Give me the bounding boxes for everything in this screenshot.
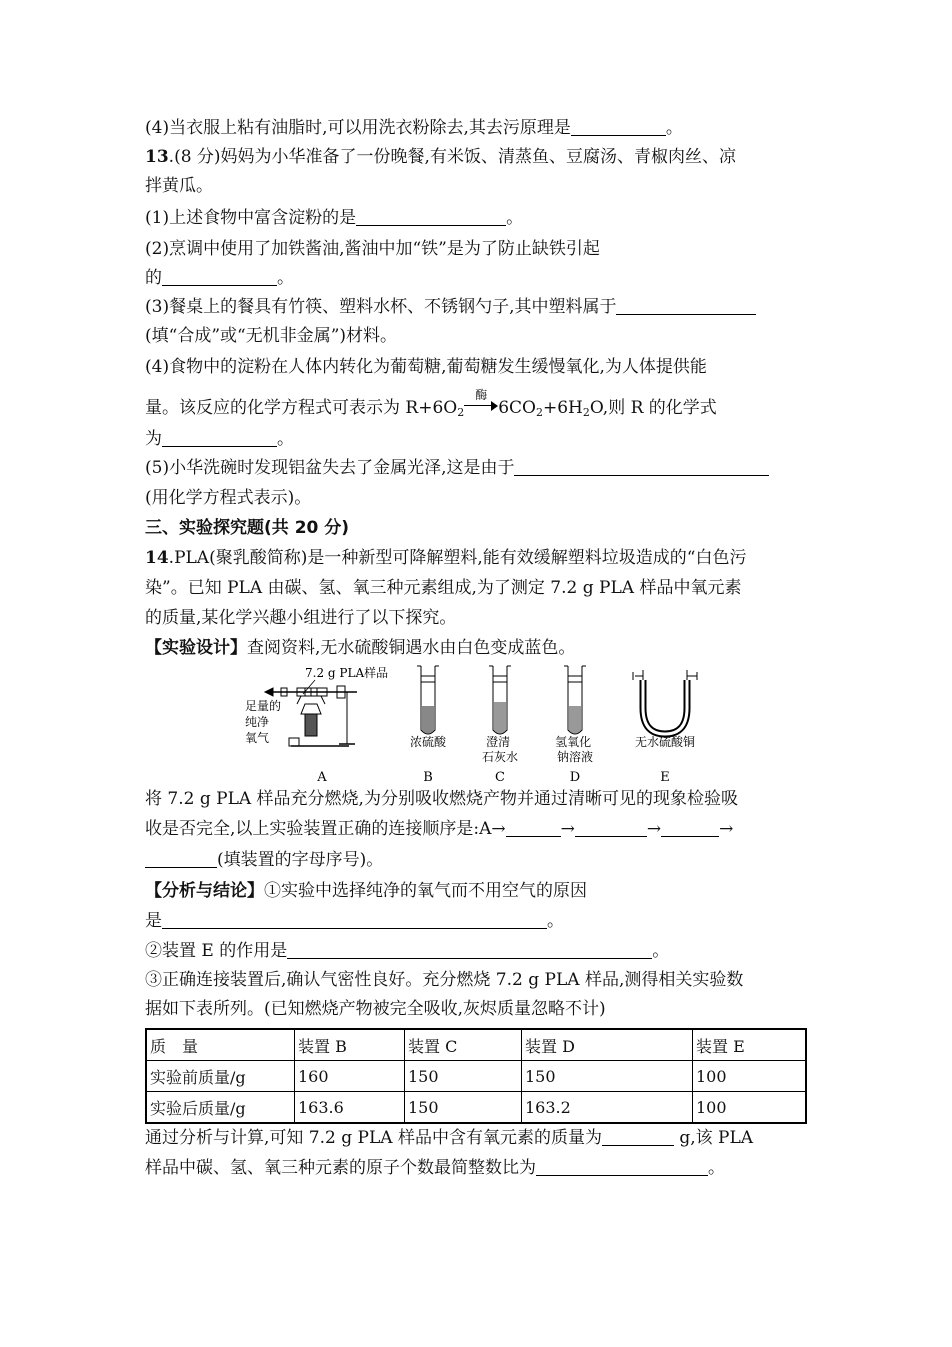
- table-cell: 100: [693, 1061, 807, 1092]
- subsection-heading: 【实验设计】: [145, 638, 247, 658]
- experiment-design-line: 【实验设计】查阅资料,无水硫酸铜遇水由白色变成蓝色。: [145, 638, 576, 658]
- analysis-3-line-cont: 据如下表所列。(已知燃烧产物被完全吸收,灰烬质量忽略不计): [145, 999, 606, 1019]
- answer-blank[interactable]: [356, 209, 506, 226]
- apparatus-letter-c: C: [495, 770, 505, 785]
- q13-5-line-cont: (用化学方程式表示)。: [145, 488, 312, 508]
- section-heading: 三、实验探究题(共 20 分): [145, 518, 350, 538]
- apparatus-c-name: 澄清 石灰水: [481, 735, 519, 764]
- oxygen-label: 足量的 纯净 氧气: [245, 699, 282, 745]
- q14-procedure-line: 将 7.2 g PLA 样品充分燃烧,为分别吸收燃烧产物并通过清晰可见的现象检验吸: [145, 789, 738, 809]
- q13-stem-cont: 拌黄瓜。: [145, 176, 213, 196]
- apparatus-d-drawing: [564, 666, 586, 734]
- table-cell: 实验前质量/g: [146, 1061, 295, 1092]
- apparatus-b-drawing: [417, 666, 439, 734]
- table-cell: 100: [693, 1092, 807, 1124]
- device-e-purpose-line: ②装置 E 的作用是 。: [145, 941, 670, 961]
- table-cell: 160: [295, 1061, 405, 1092]
- table-header-cell: 质 量: [146, 1029, 295, 1061]
- q13-4-line: (4)食物中的淀粉在人体内转化为葡萄糖,葡萄糖发生缓慢氧化,为人体提供能: [145, 357, 707, 377]
- apparatus-a-drawing: [265, 686, 357, 746]
- answer-blank[interactable]: [616, 298, 756, 315]
- answer-blank[interactable]: [575, 820, 647, 837]
- table-header-cell: 装置 C: [405, 1029, 522, 1061]
- table-cell: 150: [522, 1061, 693, 1092]
- reaction-arrow: [464, 388, 498, 419]
- table-cell: 163.6: [295, 1092, 405, 1124]
- oxygen-mass-line: 通过分析与计算,可知 7.2 g PLA 样品中含有氧元素的质量为 g,该 PLA: [145, 1128, 754, 1148]
- q13-1-line: (1)上述食物中富含淀粉的是 。: [145, 208, 524, 228]
- arrow-icon: [464, 401, 498, 411]
- q13-stem: 13.(8 分)妈妈为小华准备了一份晚餐,有米饭、清蒸鱼、豆腐汤、青椒肉丝、凉: [145, 147, 736, 167]
- table-header-cell: 装置 E: [693, 1029, 807, 1061]
- q12-4-line: (4)当衣服上粘有油脂时,可以用洗衣粉除去,其去污原理是 。: [145, 118, 683, 138]
- table-cell: 150: [405, 1061, 522, 1092]
- apparatus-e-drawing: [633, 670, 697, 734]
- apparatus-letter-b: B: [423, 770, 433, 785]
- analysis-3-line: ③正确连接装置后,确认气密性良好。充分燃烧 7.2 g PLA 样品,测得相关实验数: [145, 970, 744, 990]
- apparatus-c-drawing: [489, 666, 511, 734]
- q13-4-line-cont: 为 。: [145, 429, 294, 449]
- apparatus-b-name: 浓硫酸: [409, 735, 447, 749]
- sample-label: 7.2 g PLA样品: [305, 666, 389, 680]
- apparatus-e-name: 无水硫酸铜: [634, 735, 696, 749]
- answer-blank[interactable]: [162, 912, 547, 929]
- table-cell: 163.2: [522, 1092, 693, 1124]
- analysis-line-cont: 是 。: [145, 911, 564, 931]
- answer-blank[interactable]: [571, 119, 666, 136]
- chemical-equation-line: 量。该反应的化学方程式可表示为 $R+6O_2$ 酶 $6CO_2+6H_2O$,则 R 的化学式: [145, 397, 717, 419]
- answer-blank[interactable]: [162, 269, 277, 286]
- table-cell: 实验后质量/g: [146, 1092, 295, 1124]
- question-number: 13: [145, 147, 169, 167]
- mass-data-table: [145, 1028, 807, 1124]
- apparatus-d-name: 氢氧化 钠溶液: [555, 735, 594, 764]
- subsection-heading: 【分析与结论】: [145, 881, 264, 901]
- apparatus-figure: [245, 662, 715, 786]
- answer-blank[interactable]: [506, 820, 561, 837]
- table-header-cell: 装置 B: [295, 1029, 405, 1061]
- table-row: [146, 1061, 806, 1092]
- answer-blank[interactable]: [602, 1129, 674, 1146]
- answer-blank[interactable]: [536, 1159, 708, 1176]
- answer-blank[interactable]: [661, 820, 719, 837]
- table-header-row: [146, 1029, 806, 1061]
- q14-stem-cont: 的质量,某化学兴趣小组进行了以下探究。: [145, 608, 457, 628]
- atom-ratio-line: 样品中碳、氢、氧三种元素的原子个数最简整数比为 。: [145, 1158, 725, 1178]
- apparatus-letter-d: D: [569, 770, 581, 785]
- q13-5-line: (5)小华洗碗时发现铝盆失去了金属光泽,这是由于: [145, 457, 769, 479]
- q13-2-line: (2)烹调中使用了加铁酱油,酱油中加“铁”是为了防止缺铁引起: [145, 239, 600, 259]
- answer-blank[interactable]: [514, 459, 769, 476]
- answer-blank[interactable]: [162, 430, 277, 447]
- q14-stem-cont: 染”。已知 PLA 由碳、氢、氧三种元素组成,为了测定 7.2 g PLA 样品中氧元素: [145, 578, 742, 598]
- answer-blank[interactable]: [145, 851, 217, 868]
- q13-3-line: (3)餐桌上的餐具有竹筷、塑料水杯、不锈钢勺子,其中塑料属于: [145, 296, 756, 318]
- connection-order-line-cont: (填装置的字母序号)。: [145, 849, 383, 871]
- table-row: [146, 1092, 806, 1124]
- question-number: 14: [145, 548, 169, 568]
- table-cell: 150: [405, 1092, 522, 1124]
- q13-3-line-cont: (填“合成”或“无机非金属”)材料。: [145, 326, 398, 346]
- answer-blank[interactable]: [287, 942, 652, 959]
- apparatus-letter-a: A: [317, 770, 327, 785]
- analysis-line: 【分析与结论】①实验中选择纯净的氧气而不用空气的原因: [145, 881, 587, 901]
- connection-order-line: 收是否完全,以上实验装置正确的连接顺序是:A→ → → →: [145, 819, 734, 839]
- table-header-cell: 装置 D: [522, 1029, 693, 1061]
- q14-stem: 14.PLA(聚乳酸简称)是一种新型可降解塑料,能有效缓解塑料垃圾造成的“白色污: [145, 548, 747, 568]
- catalyst-label: 酶: [475, 388, 488, 402]
- q13-2-line-cont: 的 。: [145, 268, 294, 288]
- apparatus-letter-e: E: [660, 770, 670, 785]
